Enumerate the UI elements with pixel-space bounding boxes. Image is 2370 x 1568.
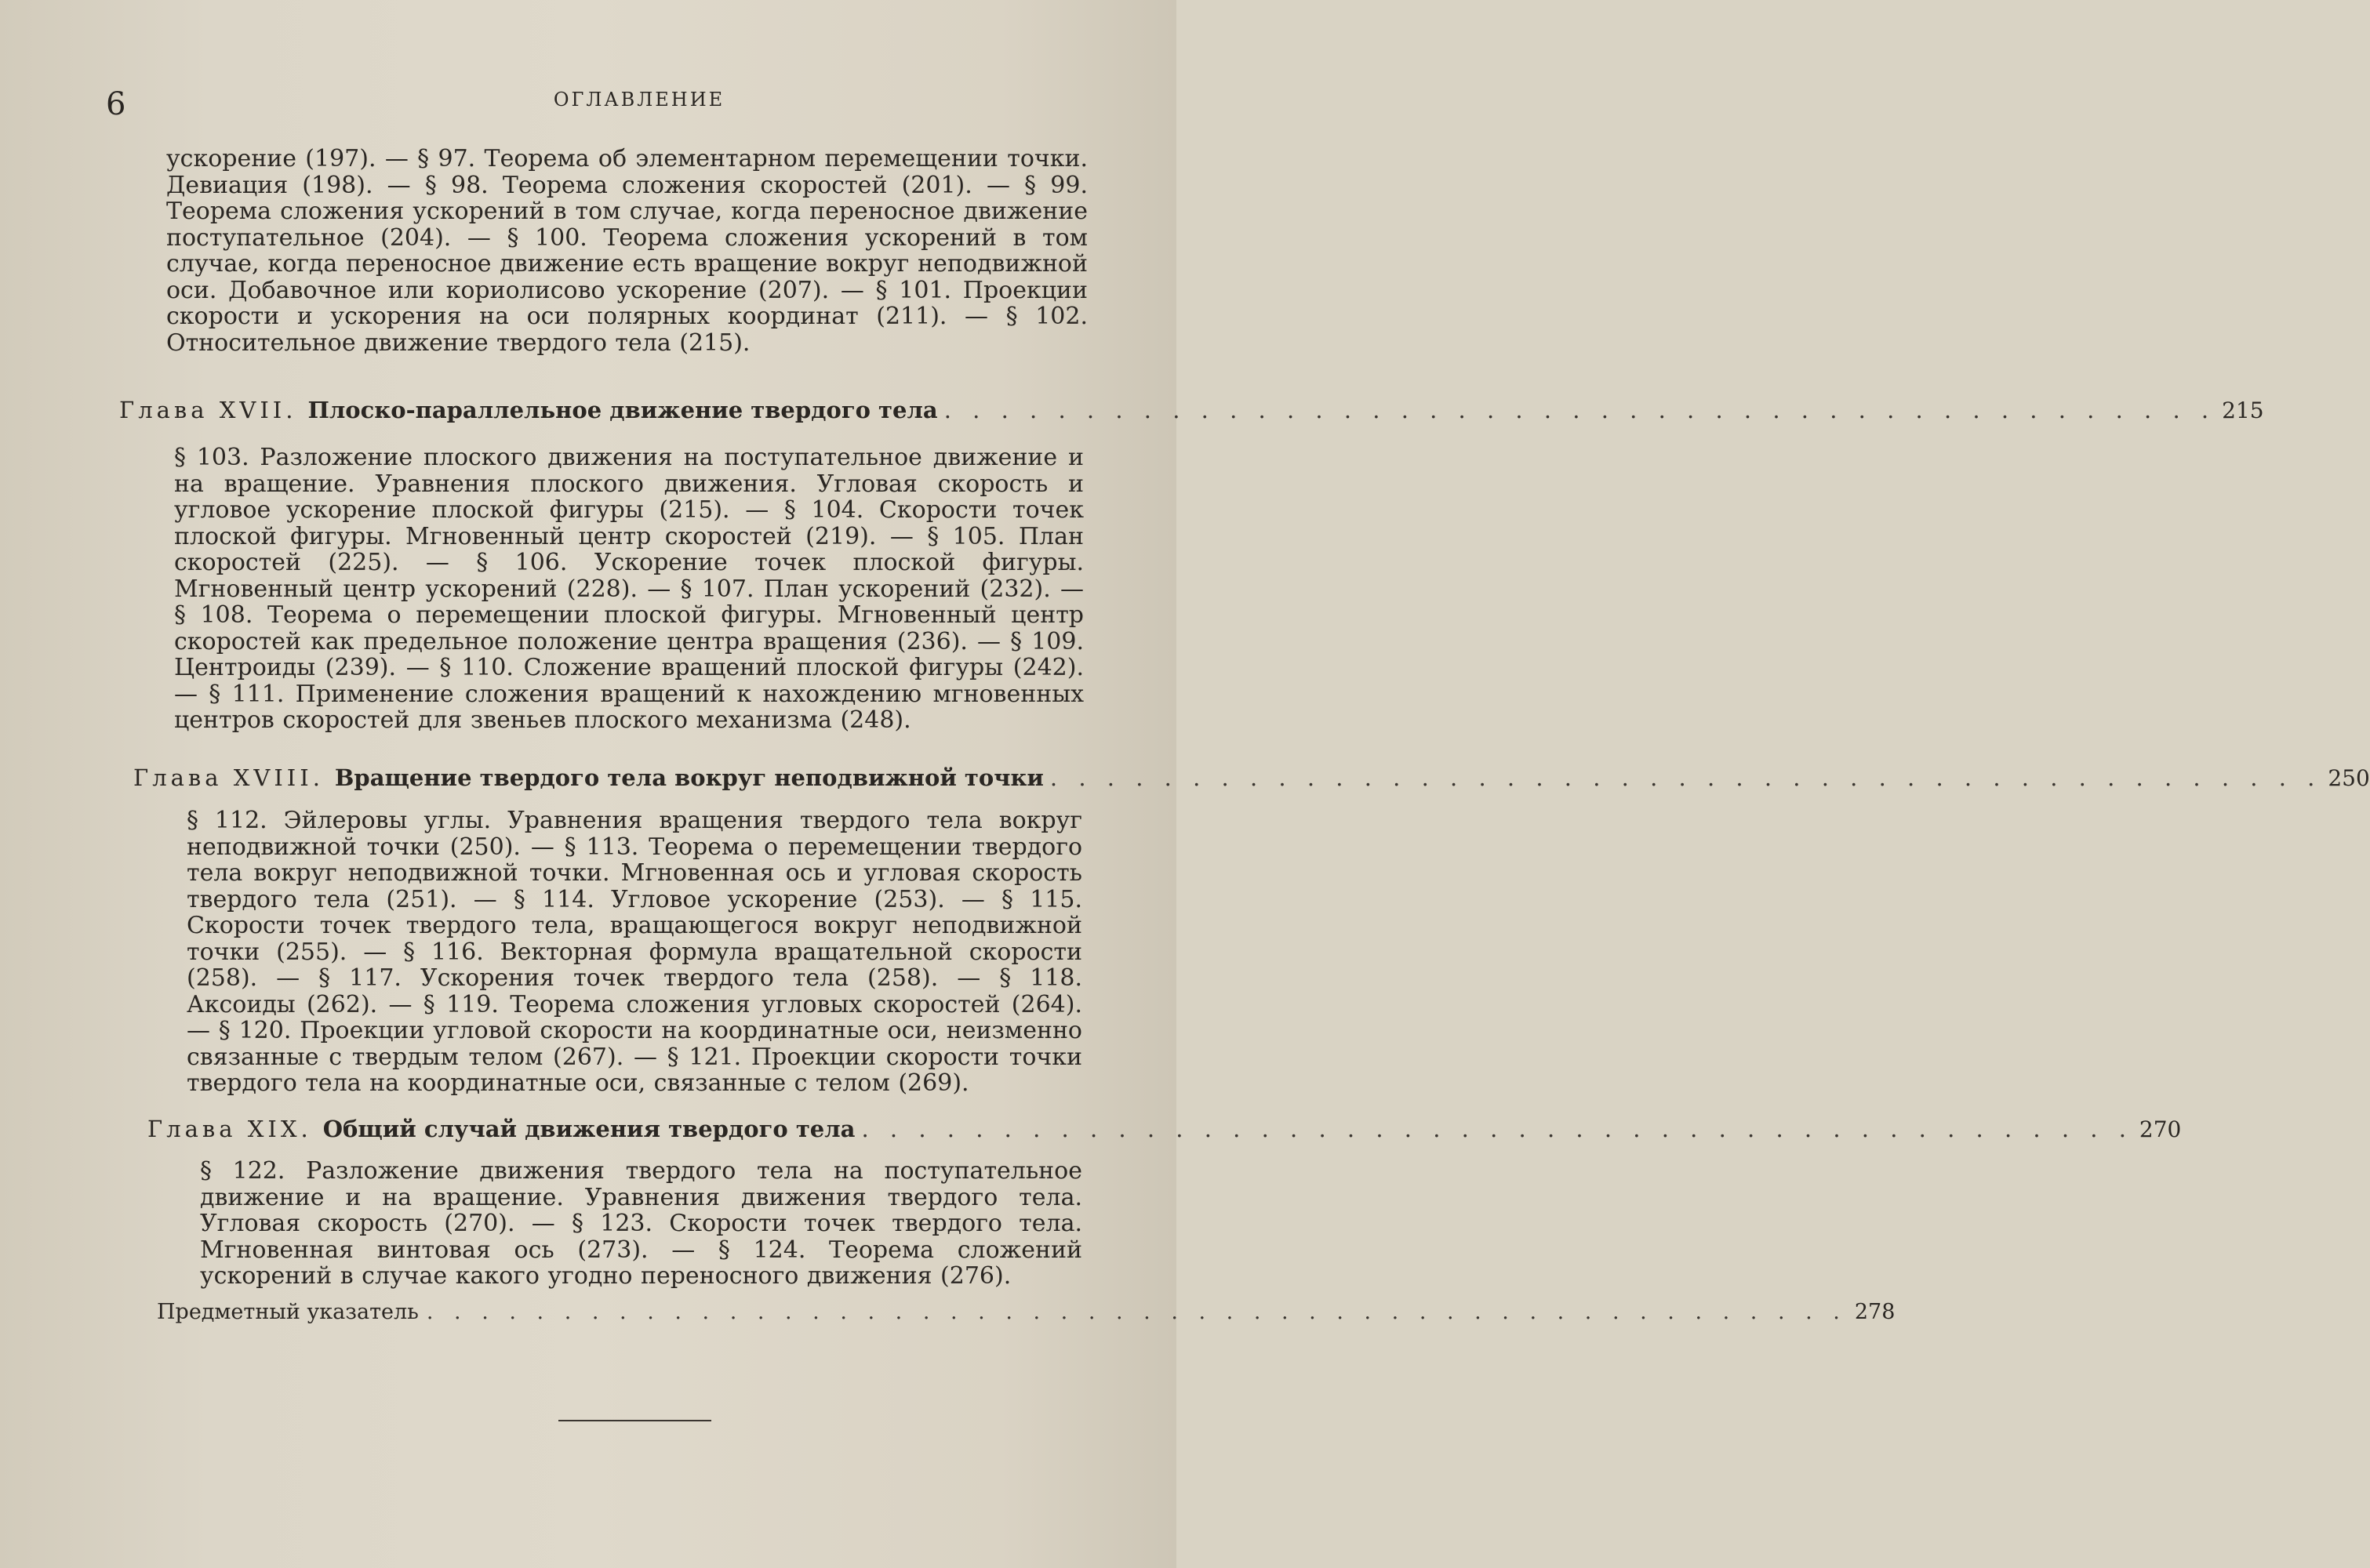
running-head: ОГЛАВЛЕНИЕ (553, 89, 725, 111)
chapter-contents: § 112. Эйлеровы углы. Уравнения вращения твердого тела вокруг неподвижной точки (250). — § 113. Теорема о перемещении твердого тела вокруг неподвижной точки. Мгновенная ось и угловая скорость твердого тела (251). — § 114. Угловое ускорение (253). — § 115. Скорости точек твердого тела, вращающегося вокруг неподвижной точки (255). — § 116. Векторная формула вращательной скорости (258). — § 117. Ускорения точек твердого тела (258). — § 118. Аксоиды (262). — § 119. Теорема сложения угловых скоростей (264). — § 120. Проекции угловой скорости на координатные оси, неизменно связанные с твердым телом (267). — § 121. Проекции скорости точки твердого тела на координатные оси, связанные с телом (269). (187, 807, 1082, 1097)
closing-rule (558, 1420, 711, 1421)
chapter-heading (133, 764, 2370, 791)
chapter-label: Глава XIX. (147, 1116, 312, 1142)
index-entry (157, 1300, 1896, 1324)
chapter-label: Глава XVII. (119, 397, 297, 423)
chapter-page: 270 (2139, 1116, 2182, 1142)
chapter-label: Глава XVIII. (133, 764, 324, 791)
chapter-title: Вращение твердого тела вокруг неподвижной точки (334, 764, 1044, 791)
continued-section-list: ускорение (197). — § 97. Теорема об элементарном перемещении точки. Девиация (198). — § 98. Теорема сложения скоростей (201). — § 99. Теорема сложения ускорений в том случае, когда переносное движение поступательное (204). — § 100. Теорема сложения ускорений в том случае, когда переносное движение есть вращение вокруг неподвижной оси. Добавочное или кориолисово ускорение (207). — § 101. Проекции скорости и ускорения на оси полярных координат (211). — § 102. Относительное движение твердого тела (215). (166, 145, 1088, 357)
chapter-title: Плоско-параллельное движение твердого тела (307, 397, 938, 423)
chapter-heading (119, 397, 2264, 423)
index-page: 278 (1854, 1300, 1896, 1324)
chapter-contents: § 122. Разложение движения твердого тела на поступательное движение и на вращение. Уравнения движения твердого тела. Угловая скорость (270). — § 123. Скорости точек твердого тела. Мгновенная винтовая ось (273). — § 124. Теорема сложений ускорений в случае какого угодно переносного движения (276). (200, 1157, 1082, 1290)
dot-leader: . . . . . . . . . . . . . . . . . . . . . . . . . . . . . . . . . . . . . . . . . . . . . (861, 1116, 2133, 1142)
chapter-page: 215 (2222, 397, 2264, 423)
chapter-contents: § 103. Разложение плоского движения на поступательное движение и на вращение. Уравнения плоского движения. Угловая скорость и угловое ускорение плоской фигуры (215). — § 104. Скорости точек плоской фигуры. Мгновенный центр скоростей (219). — § 105. План скоростей (225). — § 106. Ускорение точек плоской фигуры. Мгновенный центр ускорений (228). — § 107. План ускорений (232). — § 108. Теорема о перемещении плоской фигуры. Мгновенный центр скоростей как предельное положение центра вращения (236). — § 109. Центроиды (239). — § 110. Сложение вращений плоской фигуры (242). — § 111. Применение сложения вращений к нахождению мгновенных центров скоростей для звеньев плоского механизма (248). (174, 444, 1084, 734)
chapter-heading (147, 1116, 2182, 1142)
dot-leader: . . . . . . . . . . . . . . . . . . . . . . . . . . . . . . . . . . . . . . . . . . . . . (943, 397, 2216, 423)
page-number: 6 (106, 86, 127, 122)
dot-leader: . . . . . . . . . . . . . . . . . . . . . . . . . . . . . . . . . . . . . . . . . . . . . . . . . . . . (426, 1300, 1847, 1324)
index-label: Предметный указатель (157, 1300, 419, 1324)
chapter-title: Общий случай движения твердого тела (322, 1116, 856, 1142)
dot-leader: . . . . . . . . . . . . . . . . . . . . . . . . . . . . . . . . . . . . . . . . . . . . . (1049, 764, 2322, 791)
chapter-page: 250 (2328, 765, 2370, 791)
